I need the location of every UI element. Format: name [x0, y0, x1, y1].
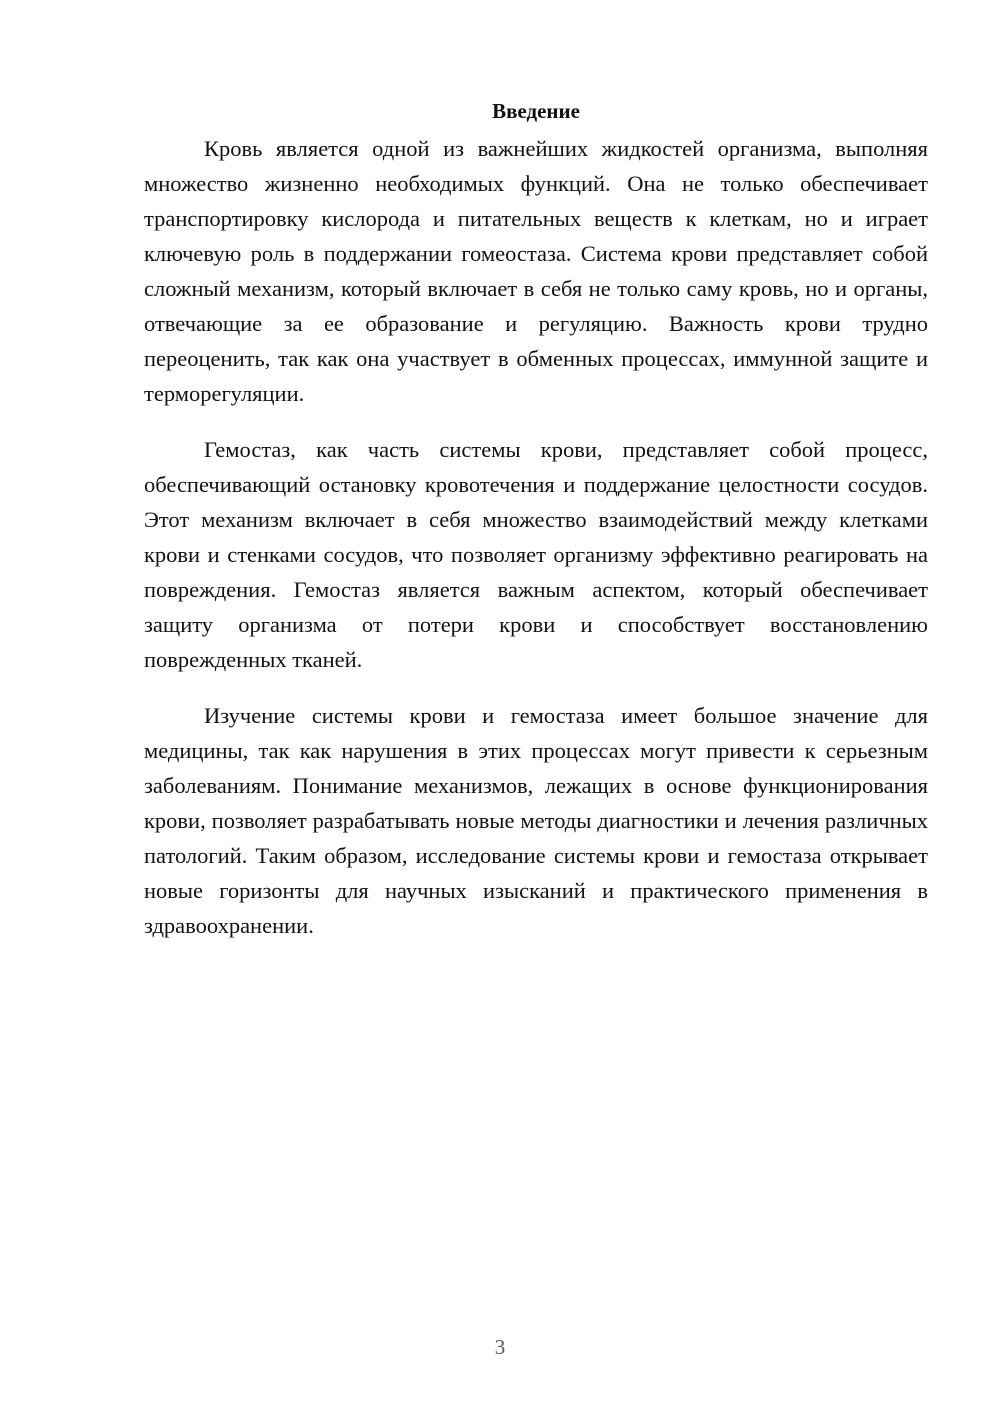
paragraph-intro: Кровь является одной из важнейших жидкостей организма, выполняя множество жизненно необходимых функций. Она не только обеспечивает транспортировку кислорода и питательных веществ к клеткам, но и играет ключевую роль в поддержании гомеостаза. Система крови представляет собой сложный механизм, который включает в себя не только саму кровь, но и органы, отвечающие за ее образование и регуляцию. Важность крови трудно переоценить, так как она участвует в обменных процессах, иммунной защите и терморегуляции. [144, 136, 928, 406]
page-content [144, 96, 928, 964]
page-number: 3 [494, 1335, 506, 1359]
paragraph-hemostasis: Гемостаз, как часть системы крови, представляет собой процесс, обеспечивающий остановку кровотечения и поддержание целостности сосудов. Этот механизм включает в себя множество взаимодействий между клетками крови и стенками сосудов, что позволяет организму эффективно реагировать на повреждения. Гемостаз является важным аспектом, который обеспечивает защиту организма от потери крови и способствует восстановлению поврежденных тканей. [144, 437, 928, 672]
paragraph-research: Изучение системы крови и гемостаза имеет большое значение для медицины, так как нарушения в этих процессах могут привести к серьезным заболеваниям. Понимание механизмов, лежащих в основе функционирования крови, позволяет разрабатывать новые методы диагностики и лечения различных патологий. Таким образом, исследование системы крови и гемостаза открывает новые горизонты для научных изысканий и практического применения в здравоохранении. [144, 703, 928, 938]
section-heading: Введение [492, 99, 580, 123]
